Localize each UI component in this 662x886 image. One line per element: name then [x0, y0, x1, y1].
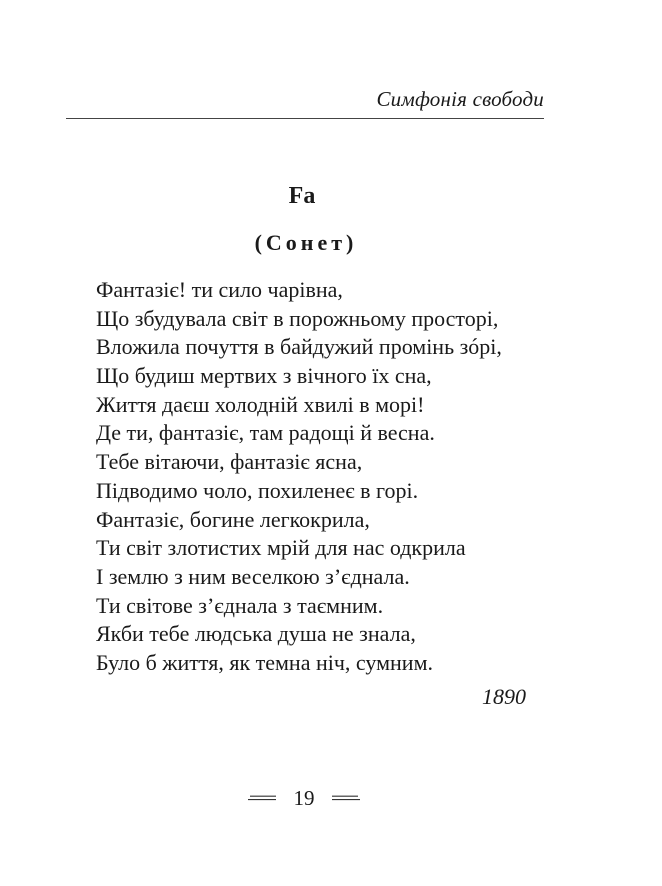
running-head: Симфонія свободи: [376, 87, 544, 111]
poem-date: 1890: [482, 684, 526, 709]
poem-line: Тебе вітаючи, фантазіє ясна,: [96, 449, 363, 475]
poem-line: Де ти, фантазіє, там радощі й весна.: [96, 420, 435, 446]
poem-line: Вложила почуття в байдужий промінь зóрі,: [96, 334, 502, 360]
poem-subtitle: (Сонет): [254, 230, 358, 255]
poem-line: Фантазіє! ти сило чарівна,: [96, 277, 343, 302]
poem-line: Фантазіє, богине легкокрила,: [96, 506, 370, 532]
poem-line: І землю з ним веселкою з’єднала.: [96, 563, 410, 589]
poem-line: Було б життя, як темна ніч, сумним.: [96, 649, 433, 675]
poem-line: Ти світ злотистих мрій для нас одкрила: [96, 535, 466, 561]
poem-body: [96, 276, 566, 678]
poem-line: Якби тебе людська душа не знала,: [96, 621, 416, 647]
poem-title: Fa: [288, 183, 316, 209]
poem-line: Що збудувала світ в порожньому просторі,: [96, 305, 499, 331]
poem-line: Ти світове з’єднала з таємним.: [96, 592, 384, 618]
double-rule-ornament-icon: [332, 793, 360, 803]
page-footer: [248, 785, 360, 811]
poem-line: Підводимо чоло, похиленеє в горі.: [96, 477, 419, 503]
page-number: 19: [293, 786, 315, 810]
poem-line: Що будиш мертвих з вічного їх сна,: [96, 363, 432, 389]
double-rule-ornament-icon: [248, 793, 276, 803]
header-rule: [66, 118, 544, 119]
poem-line: Життя даєш холодній хвилі в морі!: [96, 391, 425, 417]
